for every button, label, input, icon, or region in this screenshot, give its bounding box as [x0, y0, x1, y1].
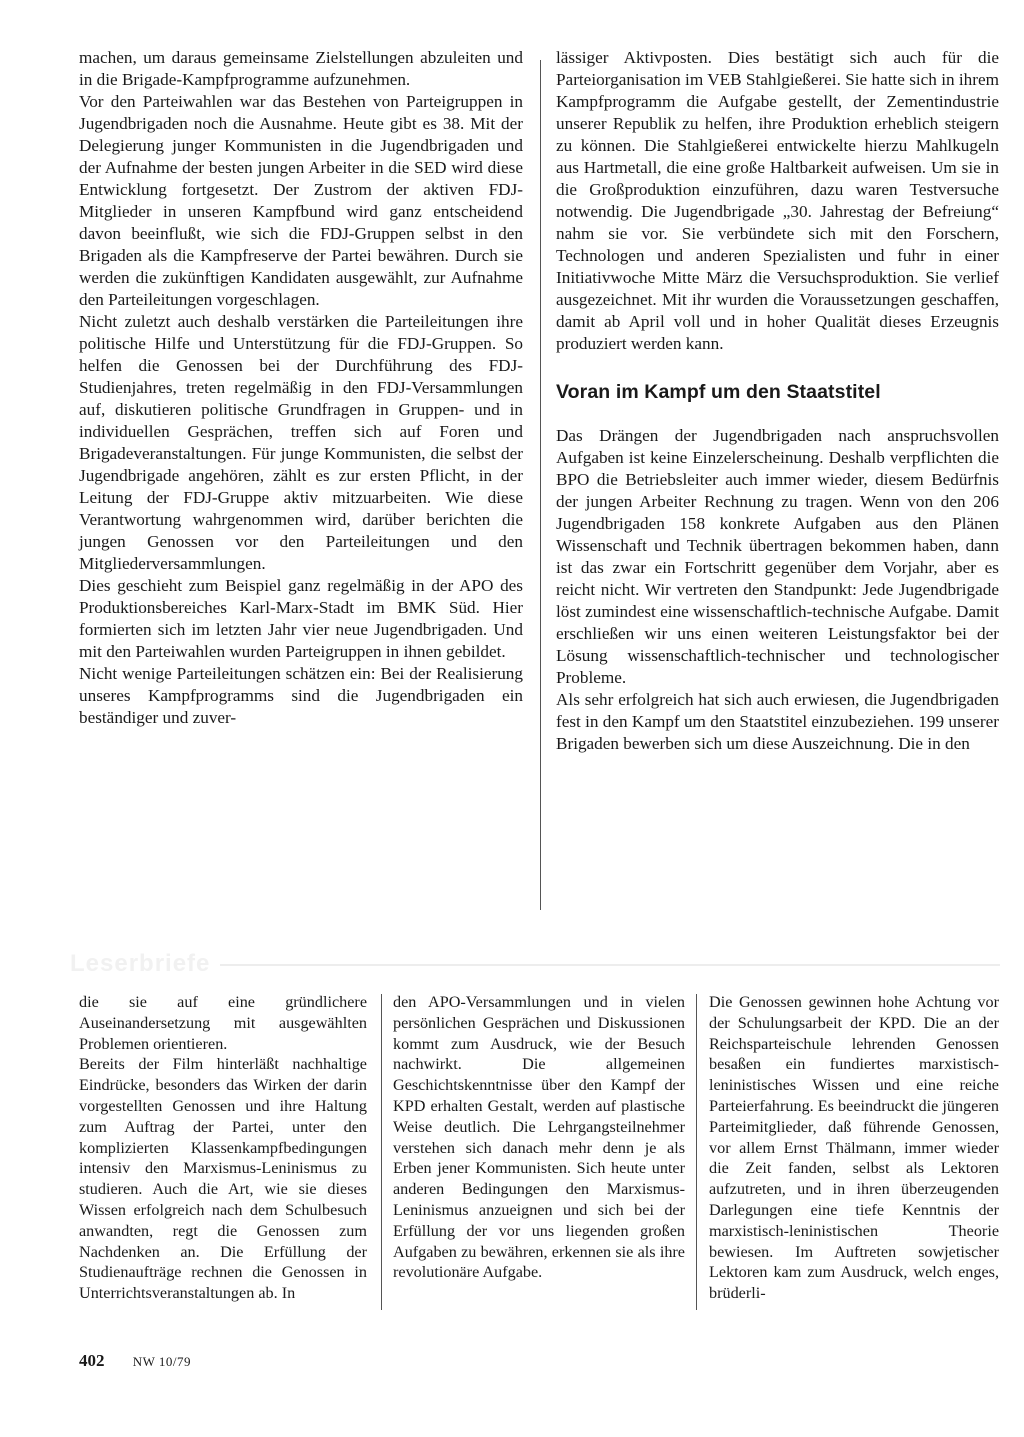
article-column-right: [556, 47, 999, 755]
letters-column-1: [79, 992, 367, 1304]
section-label: Leserbriefe: [70, 950, 211, 977]
paragraph: Dies geschieht zum Beispiel ganz regelmäßig in der APO des Produktionsbereiches Karl-Marx-Stadt im BMK Süd. Hier formierten sich im letzten Jahr vier neue Jugendbrigaden. Und mit den Parteiwahlen wurden Parteigruppen in ihnen gebildet.: [79, 576, 523, 661]
paragraph: machen, um daraus gemeinsame Zielstellungen abzuleiten und in die Brigade-Kampfprogramme aufzunehmen.: [79, 48, 523, 89]
paragraph: Vor den Parteiwahlen war das Bestehen von Parteigruppen in Jugendbrigaden noch die Ausnahme. Heute gibt es 38. Mit der Delegierung junger Kommunisten in die Jugendbrigaden und der Aufnahme der besten jungen Arbeiter in die SED wird diese Entwicklung fortgesetzt. Der Zustrom der aktiven FDJ-Mitglieder in unseren Kampfbund wird ganz entscheidend davon beeinflußt, wie sich die FDJ-Gruppen selbst in den Brigaden als die Kampfreserve der Partei bewähren. Durch sie werden die zukünftigen Kandidaten ausgewählt, zur Aufnahme den Parteileitungen vorgeschlagen.: [79, 92, 523, 309]
article-column-left: [79, 47, 523, 729]
paragraph: Nicht zuletzt auch deshalb verstärken die Parteileitungen ihre politische Hilfe und Unterstützung für die FDJ-Gruppen. So helfen die Genossen bei der Durchführung des FDJ-Studienjahres, treten regelmäßig in den FDJ-Versammlungen auf, diskutieren politische Grundfragen in Gruppen- und in individuellen Gesprächen, treffen sich auf Foren und Brigadeveranstaltungen. Für junge Kommunisten, die selbst der Jugendbrigade angehören, zählt es zur ersten Pflicht, in der Leitung der FDJ-Gruppe aktiv mitzuarbeiten. Wie diese Verantwortung wahrgenommen wird, darüber berichten die jungen Genossen vor den Parteileitungen und den Mitgliederversammlungen.: [79, 312, 523, 573]
paragraph: Die Genossen gewinnen hohe Achtung vor der Schulungsarbeit der KPD. Die an der Reichsparteischule lehrenden Genossen besaßen ein fundiertes marxistisch-leninistisches Wissen und eine reiche Parteierfahrung. Es beeindruckt die jüngeren Parteimitglieder, daß führende Genossen, vor allem Ernst Thälmann, immer wieder die Zeit fanden, selbst als Lektoren aufzutreten, und in ihren überzeugenden Darlegungen eine tiefe Kenntnis der marxistisch-leninistischen Theorie bewiesen. Im Auftreten sowjetischer Lektoren kam zum Ausdruck, welch enges, brüderli-: [709, 993, 999, 1303]
column-divider: [696, 994, 697, 1310]
paragraph: lässiger Aktivposten. Dies bestätigt sich auch für die Parteiorganisation im VEB Stahlgießerei. Sie hatte sich in ihrem Kampfprogramm die Aufgabe gestellt, der Zementindustrie unserer Republik zu helfen, ihre Produktion erheblich steigern zu können. Die Stahlgießerei entwickelte hierzu Mahlkugeln aus Hartmetall, die eine große Haltbarkeit aufweisen. Um sie in die Großproduktion einzuführen, dazu waren Testversuche notwendig. Die Jugendbrigade „30. Jahrestag der Befreiung“ nahm sie vor. Sie verbündete sich mit den Forschern, Technologen und anderen Spezialisten und fuhr in einer Initiativwoche Mitte März die Versuchsproduktion. Sie verlief ausgezeichnet. Mit ihr wurden die Voraussetzungen geschaffen, damit ab April voll und in hoher Qualität dieses Erzeugnis produziert werden kann.: [556, 48, 999, 353]
section-heading: Voran im Kampf um den Staatstitel: [556, 381, 881, 403]
section-band-letters: [70, 950, 1000, 980]
section-rule: [220, 964, 1000, 966]
paragraph: Bereits der Film hinterläßt nachhaltige Eindrücke, besonders das Wirken der darin vorgestellten Genossen und ihre Haltung zum Auftrag der Partei, unter den komplizierten Klassenkampfbedingungen intensiv den Marxismus-Leninismus zu studieren. Auch die Art, wie sie dieses Wissen erfolgreich nach dem Schulbesuch anwandten, regt die Genossen zum Nachdenken an. Die Erfüllung der Studienaufträge rechnen die Genossen in Unterrichtsveranstaltungen ab. In: [79, 1055, 367, 1303]
paragraph: den APO-Versammlungen und in vielen persönlichen Gesprächen und Diskussionen kommt zum Ausdruck, wie der Besuch nachwirkt. Die allgemeinen Geschichtskenntnisse über den Kampf der KPD erhalten Gestalt, werden auf plastische Weise deutlich. Die Lehrgangsteilnehmer verstehen sich danach mehr denn je als Erben jener Kommunisten. Sich heute unter anderen Bedingungen den Marxismus-Leninismus anzueignen und sich bei der Erfüllung der vor uns liegenden großen Aufgaben zu bewähren, erkennen sie als ihre revolutionäre Aufgabe.: [393, 993, 685, 1282]
page-footer: [79, 1350, 191, 1373]
paragraph: Nicht wenige Parteileitungen schätzen ein: Bei der Realisierung unseres Kampfprogramms sind die Jugendbrigaden ein beständiger und zuver-: [79, 664, 523, 727]
paragraph: die sie auf eine gründlichere Auseinandersetzung mit ausgewählten Problemen orientieren.: [79, 993, 367, 1053]
paragraph: Das Drängen der Jugendbrigaden nach anspruchsvollen Aufgaben ist keine Einzelerscheinung. Deshalb verpflichten die BPO die Betriebsleiter auch immer wieder, diesem Bedürfnis der jungen Arbeiter Rechnung zu tragen. Wenn von den 206 Jugendbrigaden 158 konkrete Aufgaben aus den Plänen Wissenschaft und Technik übertragen bekommen haben, dann ist das zwar ein Fortschritt gegenüber dem Vorjahr, aber es reicht nicht. Wir vertreten den Standpunkt: Jede Jugendbrigade löst zumindest eine wissenschaftlich-technische Aufgabe. Damit erschließen wir uns einen weiteren Leistungsfaktor bei der Lösung wissenschaftlich-technischer und technologischer Probleme.: [556, 426, 999, 687]
letters-column-2: [393, 992, 685, 1283]
page-number: 402: [79, 1351, 105, 1370]
paragraph: Als sehr erfolgreich hat sich auch erwiesen, die Jugendbrigaden fest in den Kampf um den Staatstitel einzubeziehen. 199 unserer Brigaden bewerben sich um diese Auszeichnung. Die in den: [556, 690, 999, 753]
column-divider: [381, 994, 382, 1310]
letters-column-3: [709, 992, 999, 1304]
column-divider: [540, 60, 541, 910]
issue-label: NW 10/79: [132, 1354, 192, 1369]
